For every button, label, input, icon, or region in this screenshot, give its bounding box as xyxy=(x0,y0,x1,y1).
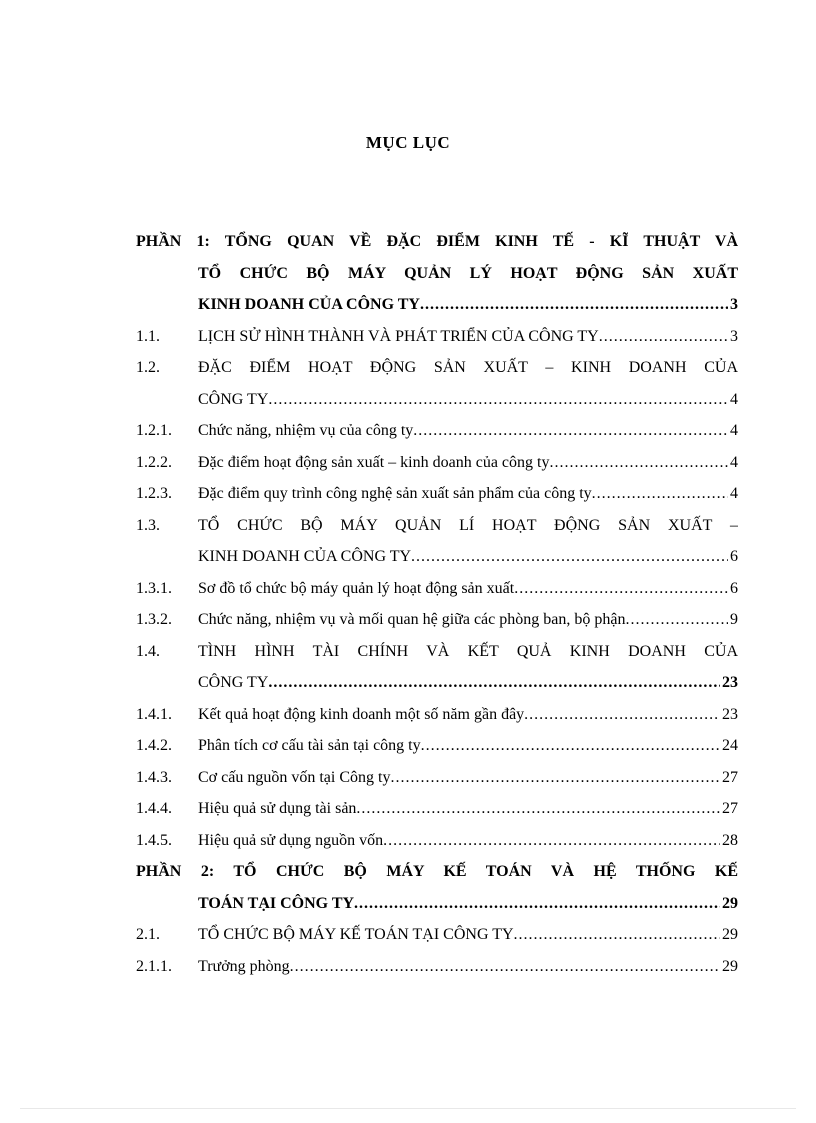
toc-entry-1-2-cont[interactable]: CÔNG TY ..... 4 xyxy=(136,384,738,416)
page-bottom-divider xyxy=(20,1108,796,1109)
toc-entry-1-1[interactable]: 1.1. LỊCH SỬ HÌNH THÀNH VÀ PHÁT TRIỂN CỦA CÔNG TY ..... 3 xyxy=(136,321,738,353)
toc-entry-1-3-cont[interactable]: KINH DOANH CỦA CÔNG TY ..... 6 xyxy=(136,541,738,573)
page-number: 29 xyxy=(722,894,738,912)
toc-entry-2-1-1[interactable]: 2.1.1. Trưởng phòng ..... 29 xyxy=(136,951,738,983)
toc-entry-1-2-1[interactable]: 1.2.1. Chức năng, nhiệm vụ của công ty ..... 4 xyxy=(136,415,738,447)
toc-entry-1-4-cont[interactable]: CÔNG TY ..... 23 xyxy=(136,667,738,699)
toc-entry-1-3[interactable]: 1.3. TỔ CHỨC BỘ MÁY QUẢN LÍ HOẠT ĐỘNG SẢN XUẤT – xyxy=(136,516,738,534)
toc-entry-1-4-3[interactable]: 1.4.3. Cơ cấu nguồn vốn tại Công ty ..... 27 xyxy=(136,762,738,794)
page-number: 27 xyxy=(722,768,738,786)
toc-entry-1-3-2[interactable]: 1.3.2. Chức năng, nhiệm vụ và mối quan hệ giữa các phòng ban, bộ phận ..... 9 xyxy=(136,604,738,636)
toc-entry-1-4-1[interactable]: 1.4.1. Kết quả hoạt động kinh doanh một số năm gần đây ..... 23 xyxy=(136,699,738,731)
toc-part1-line1[interactable]: PHẦN 1: TỔNG QUAN VỀ ĐẶC ĐIỂM KINH TẾ - KĨ THUẬT VÀ xyxy=(136,233,738,250)
page-number: 6 xyxy=(730,579,738,597)
toc-entry-2-1[interactable]: 2.1. TỔ CHỨC BỘ MÁY KẾ TOÁN TẠI CÔNG TY ..... 29 xyxy=(136,919,738,951)
page-number: 6 xyxy=(730,548,738,565)
page-number: 3 xyxy=(730,327,738,345)
toc-entry-1-3-1[interactable]: 1.3.1. Sơ đồ tổ chức bộ máy quản lý hoạt động sản xuất ..... 6 xyxy=(136,573,738,605)
page-number: 29 xyxy=(722,926,738,943)
page-number: 24 xyxy=(722,737,738,754)
toc-part2-line1[interactable]: PHẦN 2: TỔ CHỨC BỘ MÁY KẾ TOÁN VÀ HỆ THỐNG KẾ xyxy=(136,863,738,880)
toc-entry-1-2-2[interactable]: 1.2.2. Đặc điểm hoạt động sản xuất – kinh doanh của công ty ..... 4 xyxy=(136,447,738,479)
toc-entry-1-4-4[interactable]: 1.4.4. Hiệu quả sử dụng tài sản ..... 27 xyxy=(136,793,738,825)
page-number: 4 xyxy=(730,485,738,502)
page-number: 28 xyxy=(722,831,738,849)
toc-entry-1-2[interactable]: 1.2. ĐẶC ĐIỂM HOẠT ĐỘNG SẢN XUẤT – KINH DOANH CỦA xyxy=(136,359,738,376)
table-of-contents xyxy=(136,226,738,982)
page-number: 27 xyxy=(722,800,738,817)
page-number: 4 xyxy=(730,390,738,408)
toc-entry-1-2-3[interactable]: 1.2.3. Đặc điểm quy trình công nghệ sản xuất sản phẩm của công ty ..... 4 xyxy=(136,478,738,510)
page-number: 9 xyxy=(730,611,738,628)
page-number: 29 xyxy=(722,957,738,975)
page-number: 3 xyxy=(730,296,738,313)
page-title: MỤC LỤC xyxy=(365,133,451,152)
page-number: 4 xyxy=(730,453,738,471)
toc-part1-line3[interactable]: KINH DOANH CỦA CÔNG TY ..... 3 xyxy=(136,289,738,321)
toc-entry-1-4[interactable]: 1.4. TÌNH HÌNH TÀI CHÍNH VÀ KẾT QUẢ KINH DOANH CỦA xyxy=(136,642,738,660)
page-number: 23 xyxy=(722,705,738,723)
page-number: 23 xyxy=(722,674,738,691)
toc-entry-1-4-5[interactable]: 1.4.5. Hiệu quả sử dụng nguồn vốn ..... 28 xyxy=(136,825,738,857)
toc-entry-1-4-2[interactable]: 1.4.2. Phân tích cơ cấu tài sản tại công ty ..... 24 xyxy=(136,730,738,762)
page-number: 4 xyxy=(730,422,738,439)
toc-part1-line2[interactable]: TỔ CHỨC BỘ MÁY QUẢN LÝ HOẠT ĐỘNG SẢN XUẤT xyxy=(198,264,738,282)
toc-part2-line2[interactable]: TOÁN TẠI CÔNG TY ..... 29 xyxy=(136,888,738,920)
